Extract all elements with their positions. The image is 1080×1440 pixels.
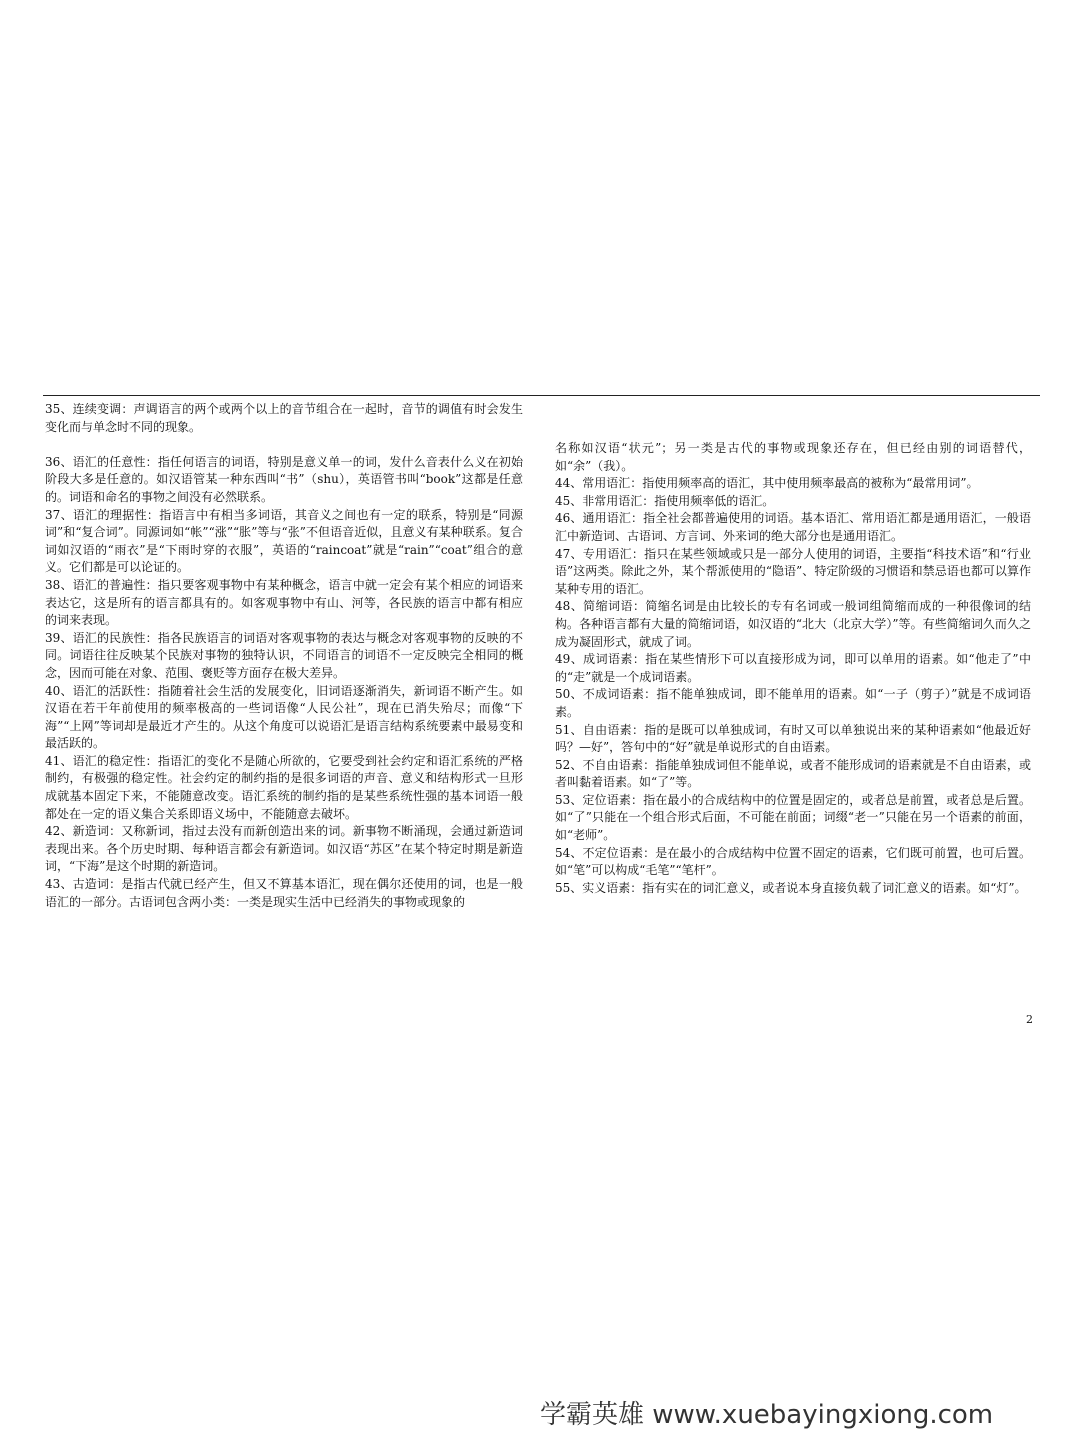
term-43-continued: 名称如汉语“状元”；另一类是古代的事物或现象还存在，但已经由别的词语替代，如“余”（我）。: [555, 441, 1031, 473]
term-43: 43、古造词：是指古代就已经产生，但又不算基本语汇，现在偶尔还使用的词，也是一般语汇的一部分。古语词包含两小类：一类是现实生活中已经消失的事物或现象的: [45, 877, 523, 909]
term-55: 55、实义语素：指有实在的词汇意义，或者说本身直接负载了词汇意义的语素。如“灯”。: [555, 880, 1027, 895]
term-54: 54、不定位语素：是在最小的合成结构中位置不固定的语素，它们既可前置，也可后置。如“笔”可以构成“毛笔”“笔杆”。: [555, 845, 1031, 878]
term-53: 53、定位语素：指在最小的合成结构中的位置是固定的，或者总是前置，或者总是后置。如“了”只能在一个组合形式后面，不可能在前面；词缀“老一”只能在另一个语素的前面，如“老师”。: [555, 792, 1031, 843]
paragraph-gap: [45, 436, 523, 454]
term-47: 47、专用语汇：指只在某些领域或只是一部分人使用的词语，主要指“科技术语”和“行业语”这两类。除此之外，某个帮派使用的“隐语”、特定阶级的习惯语和禁忌语也都可以算作某种专用的语汇。: [555, 546, 1031, 596]
term-50: 50、不成词语素：指不能单独成词，即不能单用的语素。如“一子（剪子）”就是不成词语素。: [555, 687, 1031, 719]
term-38: 38、语汇的普遍性：指只要客观事物中有某种概念，语言中就一定会有某个相应的词语来表达它，这是所有的语言都具有的。如客观事物中有山、河等，各民族的语言中都有相应的词来表现。: [45, 577, 523, 628]
term-41: 41、语汇的稳定性：指语汇的变化不是随心所欲的，它要受到社会约定和语汇系统的严格制约，有极强的稳定性。社会约定的制约指的是很多词语的声音、意义和结构形式一旦形成就基本固定下来，不能随意改变。语汇系统的制约指的是某些系统性强的基本词语一般都处在一定的语义集合关系即语义场中，不能随意去破坏。: [45, 753, 523, 821]
term-42: 42、新造词：又称新词，指过去没有而新创造出来的词。新事物不断涌现，会通过新造词表现出来。各个历史时期、每种语言都会有新造词。如汉语“苏区”在某个特定时期是新造词，“下海”是这个时期的新造词。: [45, 824, 523, 874]
left-column: [45, 401, 523, 911]
term-49: 49、成词语素：指在某些情形下可以直接形成为词，即可以单用的语素。如“他走了”中的“走”就是一个成词语素。: [555, 652, 1031, 684]
term-37: 37、语汇的理据性：指语言中有相当多词语，其音义之间也有一定的联系，特别是“同源词”和“复合词”。同源词如“帐”“涨”“胀”等与“张”不但语音近似，且意义有某种联系。复合词如汉语的“雨衣”是“下雨时穿的衣服”，英语的“raincoat”就是“rain”“coat”组合的意义。它们都是可以论证的。: [45, 507, 523, 575]
term-39: 39、语汇的民族性：指各民族语言的词语对客观事物的表达与概念对客观事物的反映的不同。词语往往反映某个民族对事物的独特认识，不同语言的词语不一定反映完全相同的概念，因而可能在对象、范围、褒贬等方面存在极大差异。: [45, 630, 523, 680]
term-36: 36、语汇的任意性：指任何语言的词语，特别是意义单一的词，发什么音表什么义在初始阶段大多是任意的。如汉语管某一种东西叫“书”（shu），英语管书叫“book”这都是任意的。词语和命名的事物之间没有必然联系。: [45, 454, 523, 504]
term-45: 45、非常用语汇：指使用频率低的语汇。: [555, 493, 775, 508]
term-51: 51、自由语素：指的是既可以单独成词，有时又可以单独说出来的某种语素如“他最近好吗？—好”，答句中的“好”就是单说形式的自由语素。: [555, 722, 1031, 755]
site-watermark: 学霸英雄 www.xuebayingxiong.com: [540, 1400, 994, 1430]
term-52: 52、不自由语素：指能单独成词但不能单说，或者不能形成词的语素就是不自由语素，或者叫黏着语素。如“了”等。: [555, 757, 1031, 790]
term-40: 40、语汇的活跃性：指随着社会生活的发展变化，旧词语逐渐消失，新词语不断产生。如汉语在若干年前使用的频率极高的一些词语像“人民公社”，现在已消失殆尽；而像“下海”“上网”等词却是最近才产生的。从这个角度可以说语汇是语言结构系统要素中最易变和最活跃的。: [45, 683, 523, 751]
right-column: [555, 440, 1031, 897]
term-46: 46、通用语汇：指全社会都普遍使用的词语。基本语汇、常用语汇都是通用语汇，一般语汇中新造词、古语词、方言词、外来词的绝大部分也是通用语汇。: [555, 511, 1031, 543]
page-number: 2: [1026, 1013, 1033, 1026]
term-44: 44、常用语汇：指使用频率高的语汇，其中使用频率最高的被称为“最常用词”。: [555, 476, 979, 491]
term-35: 35、连续变调：声调语言的两个或两个以上的音节组合在一起时，音节的调值有时会发生变化而与单念时不同的现象。: [45, 402, 523, 434]
term-48: 48、简缩词语：简缩名词是由比较长的专有名词或一般词组简缩而成的一种很像词的结构。各种语言都有大量的简缩词语，如汉语的“北大（北京大学）”等。有些简缩词久而久之成为凝固形式，就成了词。: [555, 599, 1031, 649]
header-rule: [43, 395, 1040, 396]
